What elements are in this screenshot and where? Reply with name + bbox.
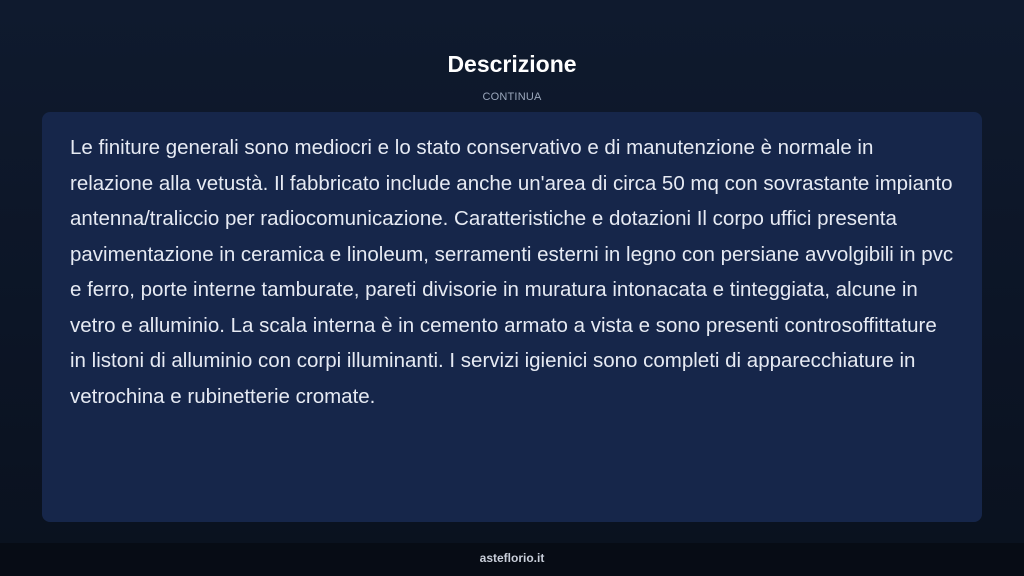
continue-link[interactable]: CONTINUA [482,91,542,103]
description-card [42,112,982,522]
description-text: Le finiture generali sono mediocri e lo stato conservativo e di manutenzione è normale in relazione alla vetustà. Il fabbricato include anche un'area di circa 50 mq con sovrastante impianto antenna/traliccio per radiocomunicazione. Caratteristiche e dotazioni Il corpo uffici presenta pavimentazione in ceramica e linoleum, serramenti esterni in legno con persiane avvolgibili in pvc e ferro, porte interne tamburate, pareti divisorie in muratura intonacata e tinteggiata, alcune in vetro e alluminio. La scala interna è in cemento armato a vista e sono presenti controsoffittature in listoni di alluminio con corpi illuminanti. I servizi igienici sono completi di apparecchiature in vetrochina e rubinetterie cromate. [70,136,954,408]
footer-bar [0,543,1024,576]
footer-brand: asteflorio.it [479,551,545,565]
page-header [0,0,1024,112]
page-title: Descrizione [447,51,577,77]
